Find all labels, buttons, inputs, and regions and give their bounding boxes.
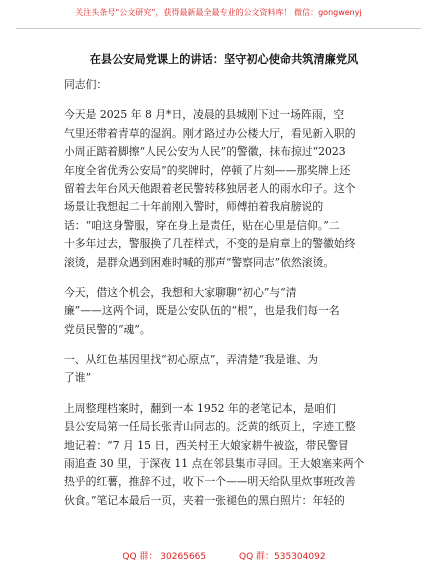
text-line: 伙食。”笔记本最后一页，夹着一张褪色的黑白照片：年轻的	[64, 493, 345, 507]
banner-text: 关注头条号“公文研究”，获得最新最全最专业的公文资料库！ 微信：gongwenyj	[75, 8, 362, 17]
section-heading	[64, 351, 395, 388]
text-line: 滚烫，是群众遇到困难时喊的那声“警察同志”依然滚烫。	[64, 255, 335, 269]
text-line: 十多年过去，警服换了几茬样式，不变的是肩章上的警徽始终	[64, 237, 356, 251]
footer-qq-group-2: QQ 群：535304092	[239, 552, 326, 562]
text-line: 一、从红色基因里找“初心原点”，弄清楚“我是谁、为	[64, 353, 319, 367]
text-line: 雨追查 30 里，于深夜 11 点在邻县集市寻回。王大娘塞来两个	[64, 457, 365, 471]
text-line: 话：“咱这身警服，穿在身上是责任，贴在心里是信仰。”二	[64, 218, 340, 232]
text-line: 气里还带着青草的湿润。刚才路过办公楼大厅，看见新入职的	[64, 126, 356, 140]
text-line: 廉”——这两个词，既是公安队伍的“根”，也是我们每一名	[64, 304, 340, 318]
paragraph-gap	[64, 339, 395, 351]
text-line: 今天是 2025 年 8 月*日，凌晨的县城刚下过一场阵雨，空	[64, 108, 345, 122]
text-line: 党员民警的“魂”。	[64, 322, 151, 336]
document-title: 在县公安局党课上的讲话：坚守初心使命共筑清廉党风	[89, 53, 359, 66]
header-banner	[16, 7, 421, 29]
text-line: 今天，借这个机会，我想和大家聊聊“初心”与“清	[64, 285, 297, 299]
paragraph-gap	[64, 272, 395, 284]
text-line: 场景让我想起二十年前刚入警时，师傅拍着我肩膀说的	[64, 200, 324, 214]
footer-contact	[0, 551, 448, 563]
text-line: 县公安局第一任局长张青山同志的。泛黄的纸页上，字迹工整	[64, 420, 356, 434]
paragraph	[64, 284, 395, 339]
text-line: 小周正踮着脚擦“人民公安为人民”的警徽，抹布掠过“2023	[64, 145, 346, 159]
paragraph-gap	[64, 94, 395, 106]
text-line: 年度全省优秀公安局”的奖牌时，停顿了片刻——那奖牌上还	[64, 163, 351, 177]
text-line: 留着去年台风天他跟着老民警转移独居老人的雨水印子。这个	[64, 181, 356, 195]
text-line: 了谁”	[64, 371, 92, 385]
greeting-line: 同志们：	[64, 78, 108, 91]
paragraph-gap	[64, 388, 395, 400]
text-line: 热乎的红薯，推辞不过，收下一个——明天给队里炊事班改善	[64, 475, 356, 489]
text-line: 地记着：“7 月 15 日，西关村王大娘家耕牛被盗，带民警冒	[64, 438, 349, 452]
paragraph	[64, 400, 395, 510]
document-body	[64, 76, 395, 510]
paragraph	[64, 106, 395, 272]
text-line: 上周整理档案时，翻到一本 1952 年的老笔记本，是咱们	[64, 401, 336, 415]
footer-qq-group-1: QQ 群： 30265665	[122, 552, 207, 562]
